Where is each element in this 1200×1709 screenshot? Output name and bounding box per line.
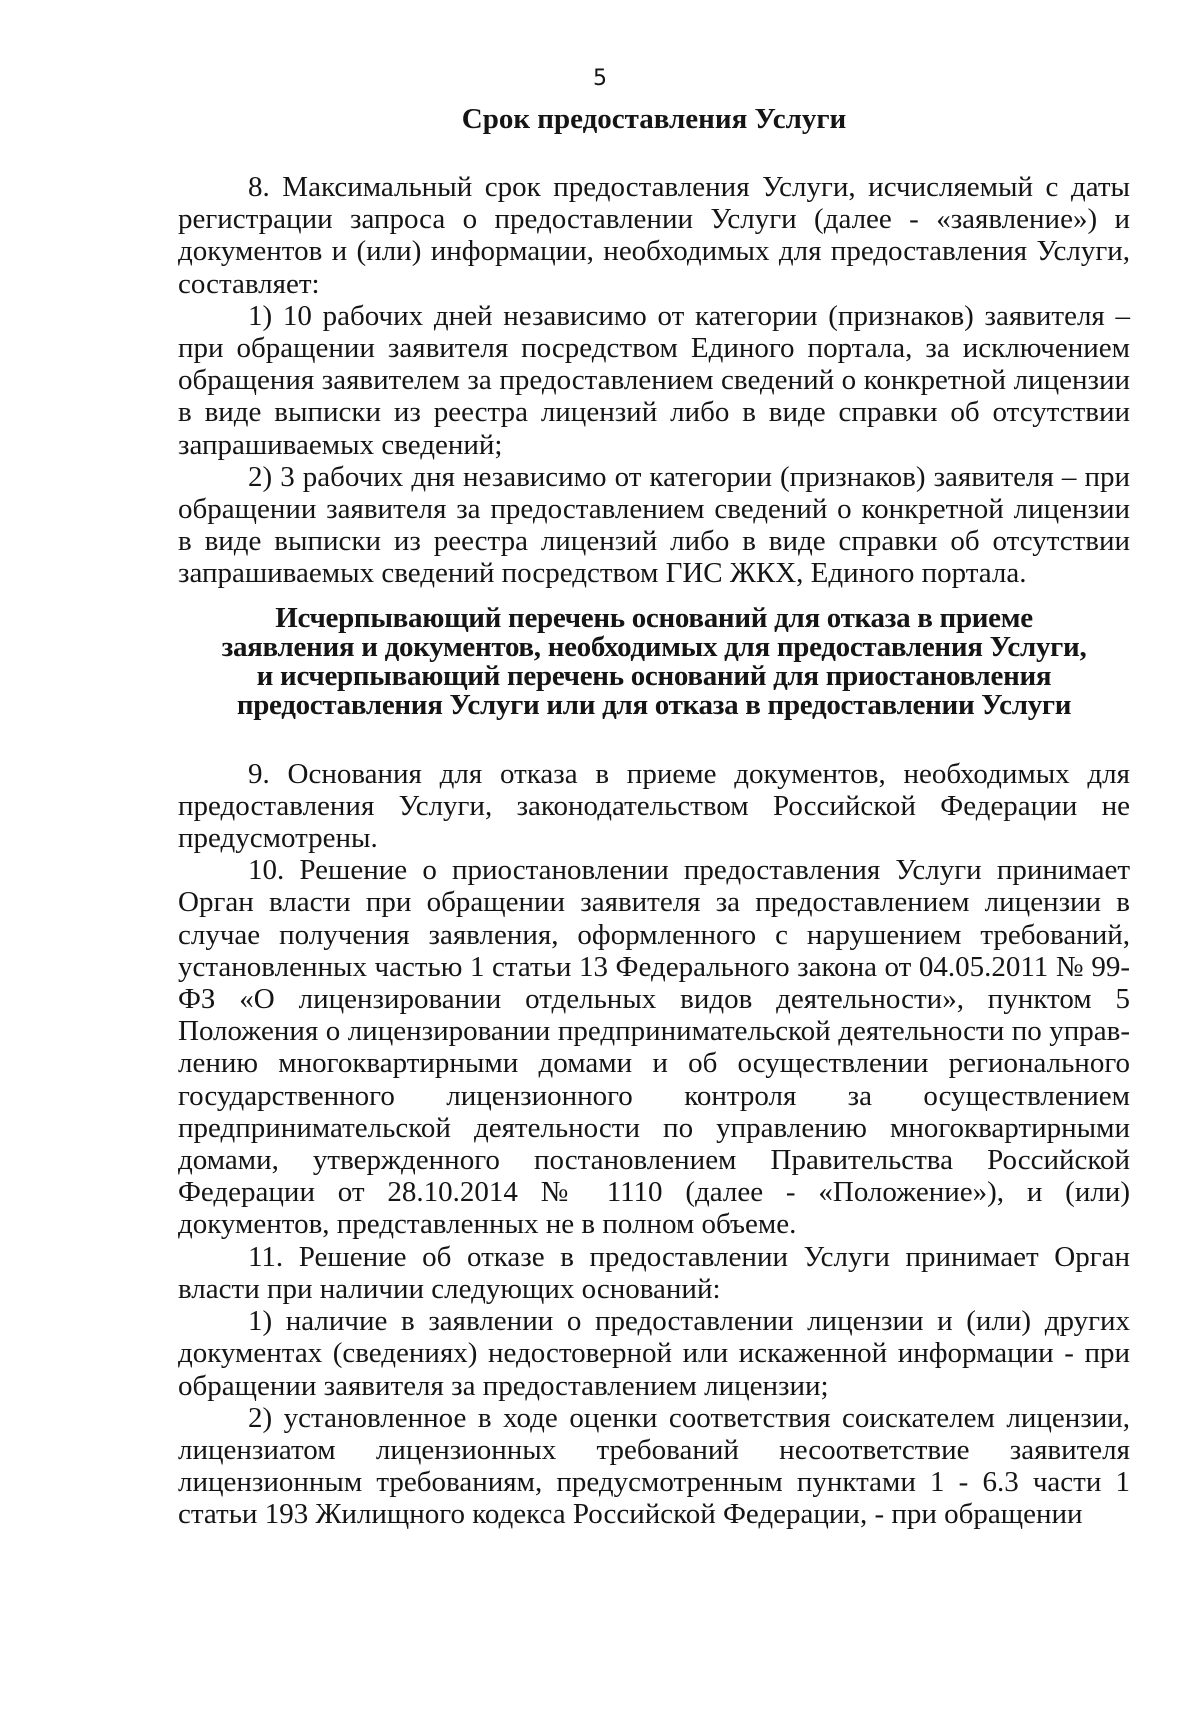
heading-line: предоставления Услуги или для отказа в предоставлении Услуги <box>236 688 1072 721</box>
section-heading-grounds <box>178 601 1130 721</box>
paragraph-11-item-2: 2) установленное в ходе оценки соответствия соискателем лицензии, лицензиатом лицензионных требований несоответствие заявителя лицензионным требованиям, предусмотренным пунктами 1 - 6.3 части 1 статьи 193 Жилищного кодекса Российской Федерации, - при обращении <box>178 1401 1130 1531</box>
paragraph-11-item-1: 1) наличие в заявлении о предоставлении лицензии и (или) других документах (сведениях) недостоверной или искаженной информации - при обращении заявителя за предоставлением лицензии; <box>178 1305 1130 1402</box>
paragraph-8-item-2: 2) 3 рабочих дня независимо от категории (признаков) заявителя – при обращении заявителя за предоставлением сведений о конкретной лицензии в виде выписки из реестра лицензий либо в виде справки об отсутствии запрашиваемых сведений посредством ГИС ЖКХ, Единого портала. <box>178 460 1130 590</box>
heading-line: Срок предоставления Услуги <box>461 103 847 135</box>
paragraph-11: 11. Решение об отказе в предоставлении Услуги принимает Орган власти при наличии следующих оснований: <box>178 1240 1130 1305</box>
heading-line: заявления и документов, необходимых для предоставления Услуги, <box>221 630 1087 663</box>
paragraph-9: 9. Основания для отказа в приеме документов, необходимых для предоставления Услуги, законодательством Российской Федерации не предусмотрены. <box>178 757 1130 855</box>
paragraph-10: 10. Решение о приостановлении предоставления Услуги принимает Орган власти при обращении заявителя за предоставлением лицензии в случае получения заявления, оформленного с нарушением требований, установленных частью 1 статьи 13 Федерального закона от 04.05.2011 № 99-ФЗ «О лицензировании отдельных видов деятельности», пунктом 5 Положения о лицензировании предпринимательской деятельности по управлению многоквартирными домами и об осуществлении регионального государственного лицензионного контроля за осуществлением предпринимательской деятельности по управлению многоквартирными домами, утвержденного постановлением Правительства Российской Федерации от 28.10.2014 № 1110 (далее - «Положение»), и (или) документов, представленных не в полном объеме. <box>178 854 1130 1241</box>
heading-line: Исчерпывающий перечень оснований для отказа в приеме <box>275 601 1033 634</box>
document-body <box>178 105 1130 1531</box>
section-heading-term <box>178 105 1130 134</box>
paragraph-8-item-1: 1) 10 рабочих дней независимо от категории (признаков) заявителя – при обращении заявителя посредством Единого портала, за исключением обращения заявителем за предоставлением сведений о конкретной лицензии в виде выписки из реестра лицензий либо в виде справки об отсутствии запрашиваемых сведений; <box>178 299 1130 461</box>
page-number: 5 <box>593 66 607 91</box>
heading-line: и исчерпывающий перечень оснований для приостановления <box>256 659 1052 692</box>
paragraph-8: 8. Максимальный срок предоставления Услуги, исчисляемый с даты регистрации запроса о предоставлении Услуги (далее - «заявление») и документов и (или) информации, необходимых для предоставления Услуги, составляет: <box>178 171 1130 300</box>
